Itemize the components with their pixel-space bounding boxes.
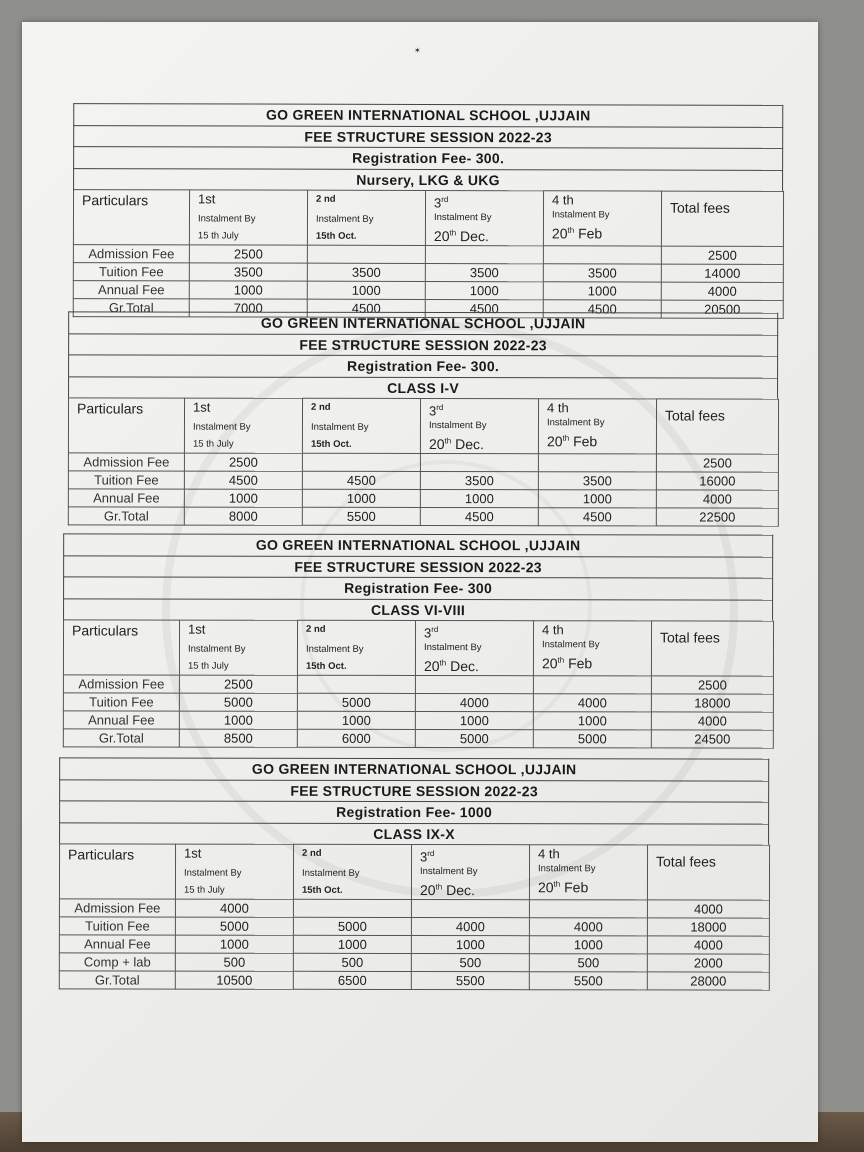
- table-row: [63, 675, 773, 694]
- table-header-row: [73, 190, 783, 247]
- col-inst2: 2 nd Instalment By 15th Oct.: [307, 190, 425, 245]
- fee-cell: 4000: [415, 693, 533, 711]
- col-particulars: Particulars: [68, 398, 184, 453]
- fee-cell: [543, 246, 661, 264]
- fee-cell: 7000: [189, 299, 307, 317]
- table-row: [68, 489, 778, 508]
- fee-cell: 6500: [293, 971, 411, 989]
- fee-cell: 1000: [293, 935, 411, 953]
- table-row: [59, 899, 769, 918]
- fee-cell: 8000: [184, 507, 302, 525]
- col-inst3: 3rd Instalment By 20th Dec.: [415, 620, 533, 675]
- fee-cell: 4500: [420, 507, 538, 525]
- col-inst2: 2 nd Instalment By 15th Oct.: [297, 620, 415, 675]
- session-title: FEE STRUCTURE SESSION 2022-23: [73, 125, 783, 148]
- col-total: Total fees: [661, 191, 783, 246]
- fee-block-class-9-10: [59, 757, 769, 990]
- fee-cell: 1000: [184, 489, 302, 507]
- table-row: [73, 263, 783, 283]
- row-label: Tuition Fee: [59, 917, 175, 935]
- fee-cell: [307, 245, 425, 263]
- fee-cell: 5500: [302, 507, 420, 525]
- fee-cell: 5500: [411, 971, 529, 989]
- fee-cell: 1000: [538, 490, 656, 508]
- fee-table: [73, 189, 784, 319]
- fee-cell: 4000: [647, 900, 769, 918]
- fee-cell: 1000: [543, 282, 661, 300]
- fee-cell: 500: [529, 954, 647, 972]
- fee-cell: [415, 675, 533, 693]
- fee-cell: 1000: [529, 936, 647, 954]
- fee-cell: 4000: [651, 712, 773, 730]
- row-label: Gr.Total: [59, 971, 175, 989]
- col-particulars: Particulars: [73, 190, 189, 245]
- fee-cell: 4000: [411, 917, 529, 935]
- fee-cell: [302, 453, 420, 471]
- session-title: FEE STRUCTURE SESSION 2022-23: [63, 555, 773, 578]
- fee-cell: 10500: [175, 971, 293, 989]
- fee-cell: [411, 899, 529, 917]
- fee-cell: [538, 454, 656, 472]
- session-title: FEE STRUCTURE SESSION 2022-23: [59, 779, 769, 802]
- col-inst2: 2 nd Instalment By 15th Oct.: [302, 398, 420, 453]
- fee-cell: 4500: [302, 471, 420, 489]
- table-row: [59, 971, 769, 990]
- school-name: GO GREEN INTERNATIONAL SCHOOL ,UJJAIN: [73, 103, 783, 126]
- fee-cell: 4000: [175, 899, 293, 917]
- fee-cell: 3500: [189, 263, 307, 281]
- fee-cell: 1000: [307, 281, 425, 299]
- fee-table: [68, 397, 779, 526]
- col-inst1: 1st Instalment By 15 th July: [189, 190, 307, 245]
- fee-cell: 28000: [647, 972, 769, 990]
- row-label: Gr.Total: [68, 507, 184, 525]
- col-inst4: 4 th Instalment By 20th Feb: [543, 191, 661, 246]
- row-label: Admission Fee: [73, 245, 189, 263]
- row-label: Gr.Total: [63, 729, 179, 747]
- fee-cell: 5000: [175, 917, 293, 935]
- col-particulars: Particulars: [63, 620, 179, 675]
- fee-cell: 3500: [307, 263, 425, 281]
- fee-cell: 4500: [538, 508, 656, 526]
- col-particulars: Particulars: [59, 844, 175, 899]
- fee-cell: 1000: [189, 281, 307, 299]
- row-label: Annual Fee: [63, 711, 179, 729]
- fee-cell: 1000: [420, 489, 538, 507]
- fee-table: [63, 619, 774, 748]
- col-inst4: 4 th Instalment By 20th Feb: [538, 399, 656, 454]
- fee-block-class-1-5: [68, 311, 778, 526]
- class-title: CLASS VI-VIII: [63, 598, 773, 621]
- fee-cell: 5500: [529, 972, 647, 990]
- table-row: [68, 507, 778, 526]
- school-name: GO GREEN INTERNATIONAL SCHOOL ,UJJAIN: [59, 757, 769, 780]
- fee-cell: 2000: [647, 954, 769, 972]
- fee-cell: 1000: [415, 711, 533, 729]
- registration-fee: Registration Fee- 300.: [68, 354, 778, 377]
- fee-cell: 20500: [661, 300, 783, 318]
- row-label: Tuition Fee: [73, 263, 189, 281]
- fee-cell: [420, 453, 538, 471]
- fee-cell: 22500: [656, 508, 778, 526]
- table-row: [59, 953, 769, 972]
- fee-cell: 2500: [661, 246, 783, 264]
- col-inst4: 4 th Instalment By 20th Feb: [533, 621, 651, 676]
- paper-sheet: [22, 22, 818, 1142]
- fee-cell: 3500: [543, 264, 661, 282]
- col-total: Total fees: [656, 399, 778, 454]
- fee-cell: [529, 900, 647, 918]
- fee-cell: 4000: [661, 282, 783, 300]
- fee-cell: 2500: [184, 453, 302, 471]
- col-inst3: 3rd Instalment By 20th Dec.: [425, 190, 543, 245]
- class-title: CLASS IX-X: [59, 822, 769, 845]
- fee-cell: [533, 676, 651, 694]
- col-inst1: 1st Instalment By 15 th July: [184, 398, 302, 453]
- col-total: Total fees: [647, 845, 769, 900]
- col-inst2: 2 nd Instalment By 15th Oct.: [293, 844, 411, 899]
- row-label: Comp + lab: [59, 953, 175, 971]
- fee-cell: 1000: [179, 711, 297, 729]
- row-label: Annual Fee: [73, 281, 189, 299]
- fee-cell: 1000: [175, 935, 293, 953]
- row-label: Annual Fee: [68, 489, 184, 507]
- fee-cell: 3500: [538, 472, 656, 490]
- table-row: [68, 453, 778, 472]
- table-header-row: [63, 620, 773, 676]
- table-row: [73, 281, 783, 301]
- fee-cell: 4000: [647, 936, 769, 954]
- fee-cell: 2500: [179, 675, 297, 693]
- fee-cell: 14000: [661, 264, 783, 282]
- fee-cell: 18000: [651, 694, 773, 712]
- fee-cell: 4500: [425, 299, 543, 317]
- fee-cell: 1000: [425, 281, 543, 299]
- fee-cell: 1000: [533, 712, 651, 730]
- col-inst1: 1st Instalment By 15 th July: [179, 620, 297, 675]
- col-total: Total fees: [651, 621, 773, 676]
- fee-cell: 500: [411, 953, 529, 971]
- fee-cell: 8500: [179, 729, 297, 747]
- table-header-row: [68, 398, 778, 454]
- fee-cell: [297, 675, 415, 693]
- fee-cell: 5000: [179, 693, 297, 711]
- row-label: Admission Fee: [63, 675, 179, 693]
- fee-cell: 500: [175, 953, 293, 971]
- class-title: CLASS I-V: [68, 376, 778, 399]
- fee-cell: 3500: [420, 471, 538, 489]
- row-label: Admission Fee: [68, 453, 184, 471]
- fee-table: [59, 843, 770, 990]
- table-row: [63, 729, 773, 748]
- fee-cell: 4500: [184, 471, 302, 489]
- fee-cell: 2500: [189, 245, 307, 263]
- registration-fee: Registration Fee- 1000: [59, 800, 769, 823]
- fee-cell: 2500: [656, 454, 778, 472]
- fee-cell: 24500: [651, 730, 773, 748]
- fee-cell: [293, 899, 411, 917]
- row-label: Admission Fee: [59, 899, 175, 917]
- fee-cell: [425, 245, 543, 263]
- fee-cell: 5000: [297, 693, 415, 711]
- class-title: Nursery, LKG & UKG: [73, 168, 783, 191]
- fee-cell: 500: [293, 953, 411, 971]
- col-inst3: 3rd Instalment By 20th Dec.: [420, 398, 538, 453]
- fee-cell: 3500: [425, 263, 543, 281]
- fee-cell: 4500: [543, 300, 661, 318]
- fee-cell: 4000: [656, 490, 778, 508]
- row-label: Gr.Total: [73, 299, 189, 317]
- fee-cell: 18000: [647, 918, 769, 936]
- row-label: Annual Fee: [59, 935, 175, 953]
- table-row: [59, 917, 769, 936]
- table-row: [59, 935, 769, 954]
- fee-cell: 4000: [529, 918, 647, 936]
- col-inst4: 4 th Instalment By 20th Feb: [529, 845, 647, 900]
- col-inst1: 1st Instalment By 15 th July: [175, 844, 293, 899]
- school-name: GO GREEN INTERNATIONAL SCHOOL ,UJJAIN: [63, 533, 773, 556]
- fee-cell: 16000: [656, 472, 778, 490]
- table-row: [68, 471, 778, 490]
- fee-cell: 4500: [307, 299, 425, 317]
- punch-mark: ✶: [414, 46, 421, 55]
- table-header-row: [59, 844, 769, 900]
- table-row: [73, 245, 783, 265]
- fee-cell: 5000: [293, 917, 411, 935]
- table-row: [63, 711, 773, 730]
- fee-cell: 6000: [297, 729, 415, 747]
- fee-cell: 5000: [415, 729, 533, 747]
- fee-block-nursery: [73, 103, 784, 319]
- registration-fee: Registration Fee- 300: [63, 576, 773, 599]
- fee-cell: 1000: [302, 489, 420, 507]
- fee-cell: 1000: [411, 935, 529, 953]
- session-title: FEE STRUCTURE SESSION 2022-23: [68, 333, 778, 356]
- col-inst3: 3rd Instalment By 20th Dec.: [411, 844, 529, 899]
- table-row: [63, 693, 773, 712]
- row-label: Tuition Fee: [68, 471, 184, 489]
- fee-cell: 1000: [297, 711, 415, 729]
- school-name: GO GREEN INTERNATIONAL SCHOOL ,UJJAIN: [68, 311, 778, 334]
- registration-fee: Registration Fee- 300.: [73, 146, 783, 169]
- row-label: Tuition Fee: [63, 693, 179, 711]
- fee-cell: 2500: [651, 676, 773, 694]
- fee-block-class-6-8: [63, 533, 773, 748]
- fee-cell: 4000: [533, 694, 651, 712]
- fee-cell: 5000: [533, 730, 651, 748]
